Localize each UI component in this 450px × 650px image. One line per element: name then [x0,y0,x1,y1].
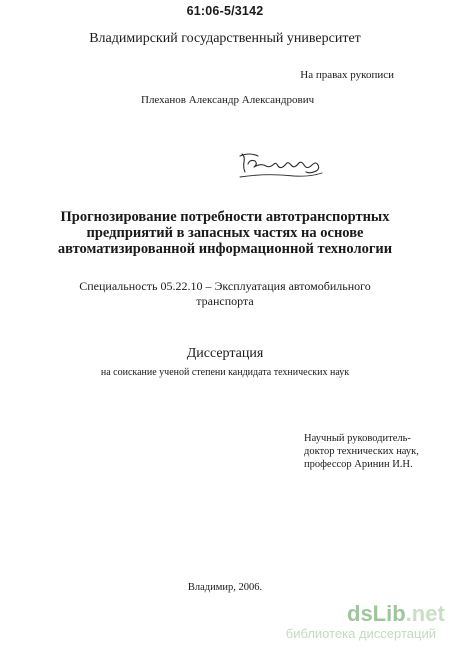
title-line: предприятий в запасных частях на основе [86,225,364,241]
advisor-line: Научный руководитель- [304,433,411,444]
advisor-line: профессор Аринин И.Н. [304,459,413,470]
rights-note: На правах рукописи [300,69,394,81]
watermark-subtitle: библиотека диссертаций [285,626,436,641]
dissertation-title [0,209,450,257]
scientific-advisor [304,432,419,471]
advisor-line: доктор технических наук, [304,446,419,457]
watermark-logo-domain: .net [405,601,445,626]
title-line: Прогнозирование потребности автотранспортных [60,209,390,225]
watermark-logo-main: dsLib [347,601,406,626]
city-year: Владимир, 2006. [187,582,263,593]
author-signature [236,150,326,180]
specialty [0,279,450,309]
university-name: Владимирский государственный университет [89,31,361,46]
document-type: Диссертация [186,346,264,361]
specialty-line: Специальность 05.22.10 – Эксплуатация автомобильного [79,279,371,293]
degree-note: на соискание ученой степени кандидата технических наук [100,367,350,378]
specialty-line: транспорта [196,294,254,308]
author-name: Плеханов Александр Александрович [141,94,315,106]
catalog-code: 61:06-5/3142 [186,4,264,18]
watermark-logo [347,602,445,626]
title-line: автоматизированной информационной технологии [57,241,393,257]
